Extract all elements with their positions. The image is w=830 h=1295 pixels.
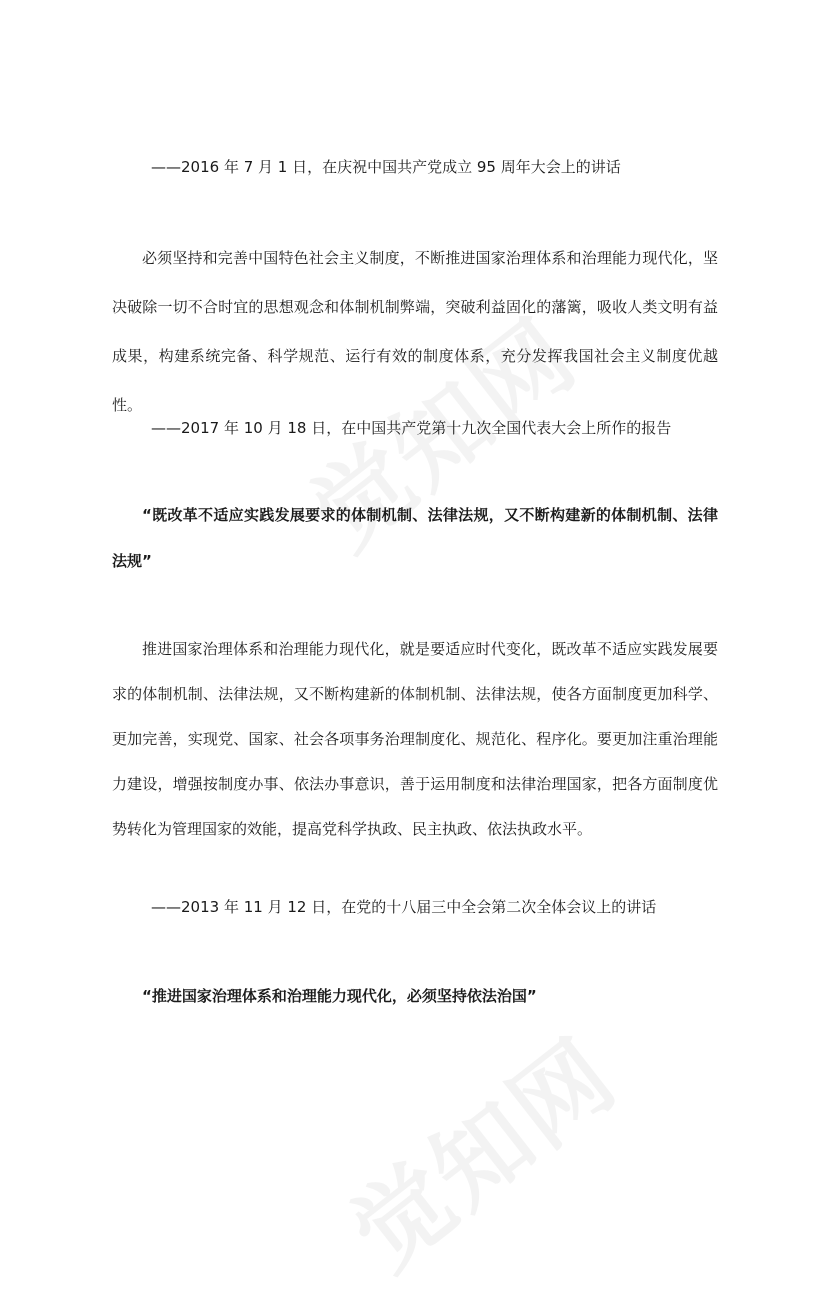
source-citation-2017: ——2017 年 10 月 18 日，在中国共产党第十九次全国代表大会上所作的报告 xyxy=(151,419,672,437)
source-citation-2013: ——2013 年 11 月 12 日，在党的十八届三中全会第二次全体会议上的讲话 xyxy=(151,898,657,916)
watermark xyxy=(320,1002,641,1295)
body-paragraph-1: 必须坚持和完善中国特色社会主义制度，不断推进国家治理体系和治理能力现代化，坚决破除一切不合时宜的思想观念和体制机制弊端，突破利益固化的藩篱，吸收人类文明有益成果，构建系统完备、科学规范、运行有效的制度体系，充分发挥我国社会主义制度优越性。 xyxy=(112,249,718,414)
quote-heading-1: “既改革不适应实践发展要求的体制机制、法律法规，又不断构建新的体制机制、法律法规” xyxy=(112,506,718,570)
quote-heading-2: “推进国家治理体系和治理能力现代化，必须坚持依法治国” xyxy=(142,987,537,1005)
body-paragraph-2: 推进国家治理体系和治理能力现代化，就是要适应时代变化，既改革不适应实践发展要求的体制机制、法律法规，又不断构建新的体制机制、法律法规，使各方面制度更加科学、更加完善，实现党、国家、社会各项事务治理制度化、规范化、程序化。要更加注重治理能力建设，增强按制度办事、依法办事意识，善于运用制度和法律治理国家，把各方面制度优势转化为管理国家的效能，提高党科学执政、民主执政、依法执政水平。 xyxy=(112,640,718,838)
source-citation-2016: ——2016 年 7 月 1 日，在庆祝中国共产党成立 95 周年大会上的讲话 xyxy=(151,158,621,176)
